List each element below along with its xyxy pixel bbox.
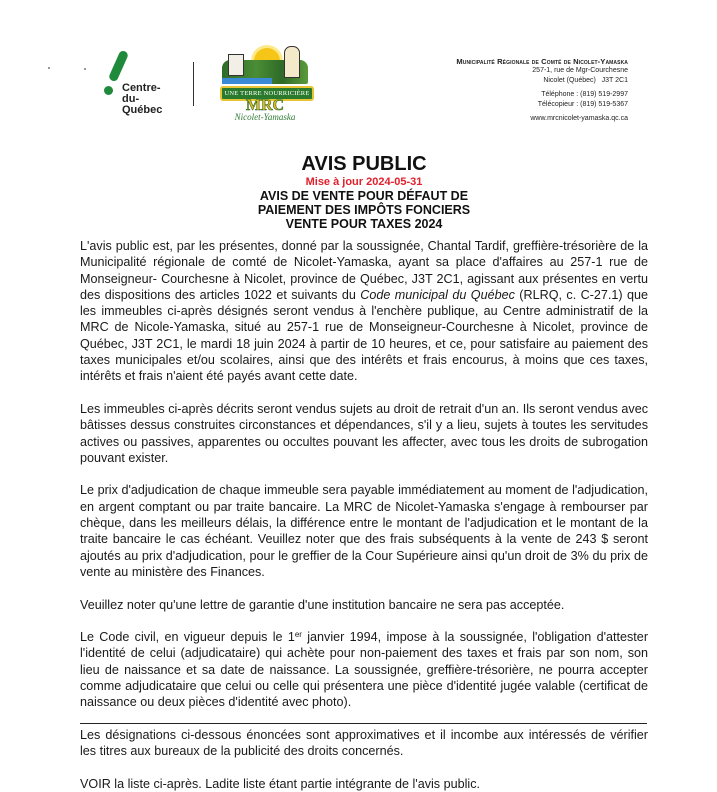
bottom-divider [80,723,647,724]
fax: Télécopieur : (819) 519-5367 [537,100,628,108]
notice-title-block [0,152,717,231]
logo-ribbon: UNE TERRE NOURRICIÈRE [220,86,314,101]
paragraph-bank-guarantee: Veuillez noter qu'une lettre de garantie d'une institution bancaire ne sera pas acceptée. [80,597,565,612]
scan-speck [48,67,50,69]
centre-du-quebec-wordmark: Centre- du- Québec [122,82,163,116]
organization-name: Municipalité Régionale de Comté de Nicolet-Yamaska [456,57,628,66]
logo-divider [193,62,194,106]
silo-icon [284,46,300,78]
notice-body [80,238,648,792]
update-date: Mise à jour 2024-05-31 [305,176,423,188]
paragraph-identity: Le Code civil, en vigueur depuis le 1er janvier 1994, impose à la soussignée, l'obligation d'attester l'identité de celui (adjudicataire) qui achète pour non-paiement des taxes et frais par son nom, son lieu de naissance et sa date de naissance. La soussignée, greffière-trésorière, ne pourra accepter comme adjudicataire que celui ou celle qui présentera une pièce d'identité jugée valable (certificat de naissance ou deux pièces d'identité avec photo). [80,630,649,710]
river-icon [222,78,272,84]
paragraph-intro: L'avis public est, par les présentes, donné par la soussignée, Chantal Tardif, greffière-trésorière de la Municipalité régionale de comté de Nicolet-Yamaska, ayant sa place d'affaires au 257-1 rue de Monseigneur- Courchesne à Nicolet, province de Québec, J3T 2C1, agissant aux présentes en vertu des dispositions des articles 1022 et suivants du Code municipal du Québec (RLRQ, c. C-27.1) que les immeubles ci-après désignés seront vendus à l'enchère publique, au Centre administratif de la MRC de Nicole-Yamaska, situé au 257-1 rue de Monseigneur-Courchesne à Nicolet, province de Québec, J3T 2C1, le mardi 18 juin 2024 à partir de 10 heures, et ce, pour satisfaire au paiement des taxes municipales et/ou scolaires, ainsi que des intérêts et frais encourus, à moins que ces taxes, intérêts et frais n'aient été payés avant cette date. [80,239,649,384]
centre-du-quebec-logo [100,50,180,120]
paragraph-payment: Le prix d'adjudication de chaque immeuble sera payable immédiatement au moment de l'adjudication, en argent comptant ou par traite bancaire. La MRC de Nicolet-Yamaska s'engage à rembourser par chèque, dans les meilleurs délais, la différence entre le montant de l'adjudication et le montant de la traite bancaire le cas échéant. Veuillez noter que des frais subséquents à la vente de 243 $ seront ajoutés au prix d'adjudication, pour le greffier de la Cour Supérieure ainsi qu'un droit de 3% du prix de vente au ministère des Finances. [80,483,648,579]
exclamation-dot-icon [104,86,113,95]
website-link[interactable]: www.mrcnicolet-yamaska.qc.ca [530,115,628,123]
subtitle-line-2: PAIEMENT DES IMPÔTS FONCIERS [257,203,471,217]
logo-mrc-text: MRC [245,97,285,114]
address-line-1: 257-1, rue de Mgr-Courchesne [532,67,628,75]
paragraph-see-list: VOIR la liste ci-après. Ladite liste étant partie intégrante de l'avis public. [80,776,481,791]
paragraph-withdrawal-right: Les immeubles ci-après décrits seront vendus sujets au droit de retrait d'un an. Ils seront vendus avec bâtisses dessus construites circonstances et dépendances, s'il y a lieu, sujets à toutes les servitudes actives ou passives, apparentes ou occultes pouvant les affecter, avec tous les droits de subrogation pouvant exister. [80,401,649,465]
church-icon [228,54,244,76]
logo-subname: Nicolet-Yamaska [234,112,296,122]
telephone: Téléphone : (819) 519-2997 [541,91,628,99]
scan-speck [84,68,86,70]
address-line-2: Nicolet (Québec) J3T 2C1 [543,76,628,84]
subtitle-line-3: VENTE POUR TAXES 2024 [285,217,443,231]
page-title: AVIS PUBLIC [301,153,427,175]
paragraph-designations: Les désignations ci-dessous énoncées sont approximatives et il incombe aux intéressés de vérifier les titres aux bureaux de la publicité des droits concernés. [80,727,648,759]
organization-contact-block [456,57,628,123]
code-municipal-reference: Code municipal du Québec [360,287,515,302]
subtitle-line-1: AVIS DE VENTE POUR DÉFAUT DE [259,189,469,203]
exclamation-bar-icon [108,50,129,83]
mrc-nicolet-yamaska-logo [218,42,312,124]
